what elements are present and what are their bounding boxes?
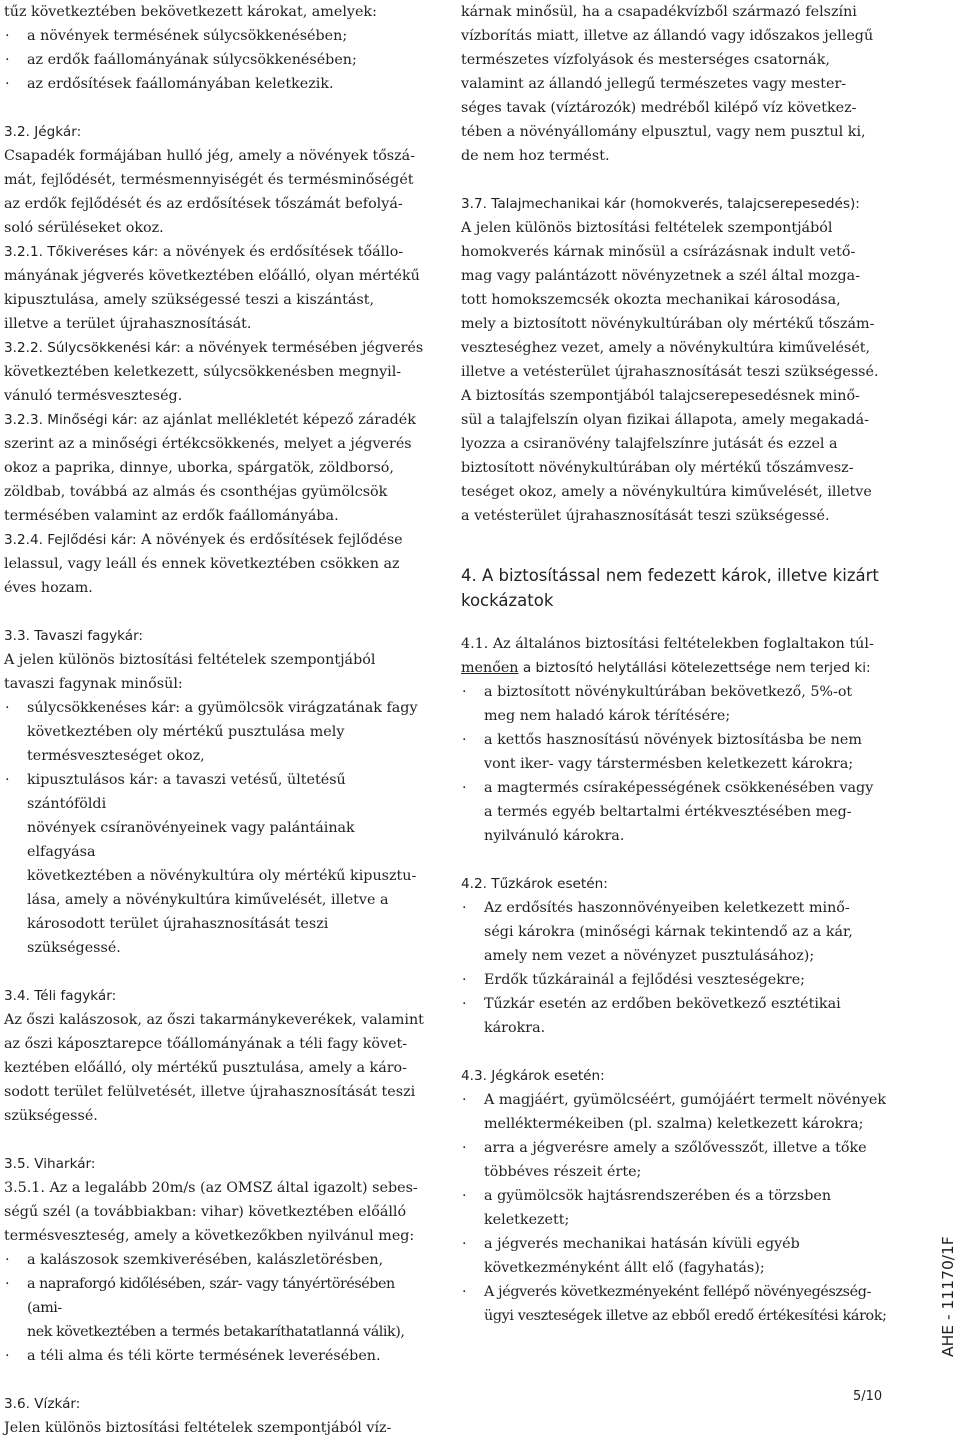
section-heading-3-6: 3.6. Vízkár: — [4, 1396, 81, 1412]
continued-text: kárnak minősül, ha a csapadékvízből származó felszíni vízborítás miatt, illetve az állandó vagy időszakos jellegű természetes vízfolyások és mesterséges csatornák, valamint az állandó jellegű természetes vagy mester- séges tavak (víztározók) medréből kilépő víz következ- tében a növényállomány elpusztul, vagy nem pusztul ki, de nem hoz termést. — [461, 4, 874, 164]
page-number: 5/10 — [853, 1389, 883, 1404]
list-item: · a jégverés mechanikai hatásán kívüli egyéb következményként állt elő (fagyhatás); — [461, 1232, 889, 1280]
section-heading-3-5: 3.5. Viharkár: — [4, 1156, 96, 1172]
underlined-word: menően — [461, 660, 519, 676]
list-item: · Az erdősítés haszonnövényeiben keletkezett minő- ségi károkra (minőségi kárnak tekintendő az a kár, amely nem vezet a növényzet pusztulásához); — [461, 896, 889, 968]
list-item: · kipusztulásos kár: a tavaszi vetésű, ültetésű szántóföldi növények csíranövényeinek vagy palántáinak elfagyása következtében a növénykultúra oly mértékű kipusztu- lása, amely a növénykultúra kiművelését, illetve a károsodott terület újrahasznosítását teszi szükségessé. — [4, 768, 424, 960]
label-3-2-3: 3.2.3. Minőségi kár: — [4, 412, 138, 428]
list-item: · arra a jégverésre amely a szőlővesszőt, illetve a tőke többéves részeit érte; — [461, 1136, 889, 1184]
section-body-3-6: Jelen különös biztosítási feltételek szempontjából víz- — [4, 1420, 392, 1436]
label-3-2-2: 3.2.2. Súlycsökkenési kár: — [4, 340, 181, 356]
body-4-1: 4.1. Az általános biztosítási feltételekben foglaltakon túl- — [461, 636, 874, 652]
list-item: · a növények termésének súlycsökkenésében; — [4, 24, 424, 48]
intro-text: tűz következtében bekövetkezett károkat, amelyek: — [4, 4, 377, 20]
label-3-2-1: 3.2.1. Tőkiveréses kár: — [4, 244, 159, 260]
list-item: · Tűzkár esetén az erdőben bekövetkező esztétikai károkra. — [461, 992, 889, 1040]
body-3-2-4: A növények és erdősítések fejlődése lelassul, vagy leáll és ennek következtében csökken az éves hozam. — [4, 532, 403, 596]
right-column — [461, 0, 889, 1328]
section-heading-3-3: 3.3. Tavaszi fagykár: — [4, 628, 144, 644]
section-heading-3-7: 3.7. Talajmechanikai kár (homokverés, talajcserepesedés): — [461, 196, 860, 212]
paragraph-3-2-3 — [4, 408, 424, 528]
section-body-3-5-1: 3.5.1. Az a legalább 20m/s (az OMSZ által igazolt) sebes- ségű szél (a továbbiakban: vihar) következtében előálló termésveszteség, amely a következőkben nyilvánul meg: — [4, 1180, 418, 1244]
section-heading-3-4: 3.4. Téli fagykár: — [4, 988, 117, 1004]
section-body-3-2: Csapadék formájában hulló jég, amely a növények tőszá- mát, fejlődését, termésmennyiségét és termésminőségét az erdők fejlődését és az erdősítések tőszámát befolyá- soló sérüléseket okoz. — [4, 148, 416, 236]
paragraph-3-2-4 — [4, 528, 424, 600]
paragraph-3-2-2 — [4, 336, 424, 408]
list-item: · Erdők tűzkárainál a fejlődési veszteségekre; — [461, 968, 889, 992]
section-heading-4-3: 4.3. Jégkárok esetén: — [461, 1068, 605, 1084]
section-body-3-7-a: A jelen különös biztosítási feltételek szempontjából homokverés kárnak minősül a csírázásnak indult vető- mag vagy palántázott növényzetnek a szél által mozga- tott homokszemcsék okozta mechanikai károsodása, mely a biztosított növénykultúrában oly mértékű tőszám- veszteséghez vezet, amely a növénykultúra kiművelését, illetve a vetésterület újrahasznosítását teszi szükségessé. — [461, 220, 879, 380]
left-column — [4, 0, 424, 1440]
section-body-3-7-b: A biztosítás szempontjából talajcserepesedésnek minő- sül a talajfelszín olyan fizikai állapota, amely megakadá- lyozza a csiranövény talajfelszínre jutását és ezzel a biztosított növénykultúrában oly mértékű tőszámvesz- teséget okoz, amely a növénykultúra kiművelését, illetve a vetésterület újrahasznosítását teszi szükségessé. — [461, 388, 872, 524]
list-item: · az erdősítések faállományában keletkezik. — [4, 72, 424, 96]
chapter-heading-4: 4. A biztosítással nem fedezett károk, illetve kizárt kockázatok — [461, 566, 879, 610]
list-item: · az erdők faállományának súlycsökkenésében; — [4, 48, 424, 72]
label-3-2-4: 3.2.4. Fejlődési kár: — [4, 532, 137, 548]
section-body-3-4: Az őszi kalászosok, az őszi takarmánykeverékek, valamint az őszi káposztarepce tőállományának a téli fagy követ- keztében előálló, oly mértékű pusztulása, amely a káro- sodott terület felülvetését, illetve újrahasznosítását teszi szükségessé. — [4, 1012, 424, 1124]
list-item: · A jégverés következményeként fellépő növényegészség- ügyi veszteségek illetve az ebből eredő értékesítési károk; — [461, 1280, 889, 1328]
list-4-3 — [461, 1088, 889, 1328]
list-item: · a gyümölcsök hajtásrendszerében és a törzsben keletkezett; — [461, 1184, 889, 1232]
body-3-2-3: az ajánlat mellékletét képező záradék szerint az a minőségi értékcsökkenés, melyet a jégverés okoz a paprika, dinnye, uborka, spárgatök, zöldborsó, zöldbab, továbbá az almás és csonthéjas gyümölcsök termésében valamint az erdők faállományába. — [4, 412, 416, 524]
section-heading-3-2: 3.2. Jégkár: — [4, 124, 82, 140]
body-3-2-1: a növények és erdősítések tőállo- mányának jégverés következtében előálló, olyan mértékű kipusztulása, amely szükségessé teszi a kiszántást, illetve a terület újrahasznosítását. — [4, 244, 420, 332]
list-item: · a téli alma és téli körte termésének leverésében. — [4, 1344, 424, 1368]
emphasis-4-1: a biztosító helytállási kötelezettsége nem terjed ki: — [518, 660, 871, 676]
section-body-3-3: A jelen különös biztosítási feltételek szempontjából tavaszi fagynak minősül: — [4, 652, 376, 692]
list-item: · a kettős hasznosítású növények biztosításba be nem vont iker- vagy társtermésben keletkezett károkra; — [461, 728, 889, 776]
body-3-2-2: a növények termésében jégverés következtében keletkezett, súlycsökkenésben megnyil- vánuló termésveszteség. — [4, 340, 424, 404]
intro-list — [4, 24, 424, 96]
list-3-3 — [4, 696, 424, 960]
list-item: · a napraforgó kidőlésében, szár- vagy tányértörésében (ami- nek következtében a termés betakaríthatatlanná válik), — [4, 1272, 424, 1344]
paragraph-4-1 — [461, 632, 889, 680]
document-code: AHE - 11170/1F — [939, 1236, 957, 1357]
list-item: · súlycsökkenéses kár: a gyümölcsök virágzatának fagy következtében oly mértékű pusztulása mely termésveszteséget okoz, — [4, 696, 424, 768]
list-4-1 — [461, 680, 889, 848]
list-item: · a magtermés csíraképességének csökkenésében vagy a termés egyéb beltartalmi értékvesztésében meg- nyilvánuló károkra. — [461, 776, 889, 848]
paragraph-3-2-1 — [4, 240, 424, 336]
list-item: · a biztosított növénykultúrában bekövetkező, 5%-ot meg nem haladó károk térítésére; — [461, 680, 889, 728]
section-heading-4-2: 4.2. Tűzkárok esetén: — [461, 876, 608, 892]
list-4-2 — [461, 896, 889, 1040]
list-item: · a kalászosok szemkiverésében, kalászletörésben, — [4, 1248, 424, 1272]
list-3-5 — [4, 1248, 424, 1368]
list-item: · A magjáért, gyümölcséért, gumójáért termelt növények melléktermékeiben (pl. szalma) keletkezett károkra; — [461, 1088, 889, 1136]
